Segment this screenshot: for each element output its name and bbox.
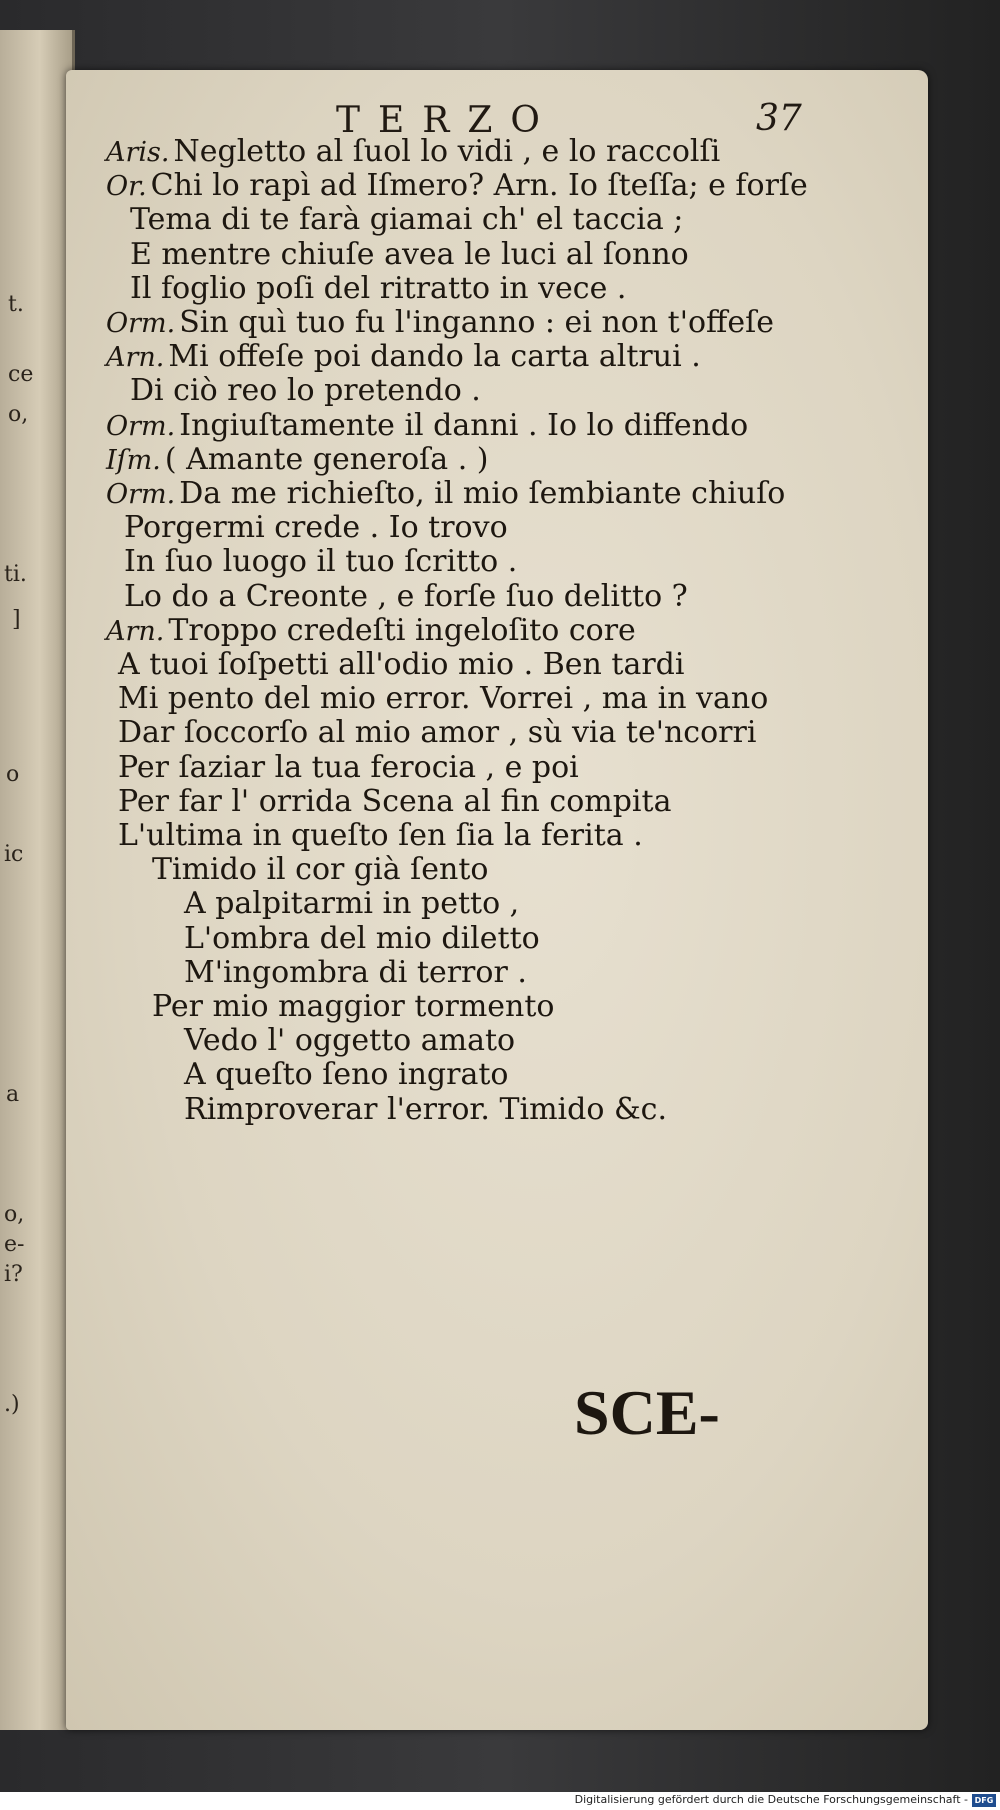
verse-text: Per mio maggior tormento (152, 989, 555, 1024)
verse-text: A queſto ſeno ingrato (184, 1057, 509, 1093)
verse-text: Timido il cor già ſento (152, 852, 489, 888)
left-fragment: e- (4, 1232, 25, 1257)
left-fragment: ic (4, 842, 24, 867)
speaker-tag: Arn. (106, 342, 165, 374)
verse-text: Il foglio poſi del ritratto in vece . (130, 270, 627, 306)
dfg-logo: DFG (972, 1794, 996, 1807)
verse-text: M'ingombra di terror . (184, 954, 527, 990)
verse-text: Dar ſoccorſo al mio amor , sù via te'ncorri (118, 715, 757, 751)
left-fragment: .) (4, 1392, 20, 1417)
verse-text: Sin quì tuo fu l'inganno : ei non t'offeſe (179, 305, 774, 340)
verse-text: Da me richieſto, il mio ſembiante chiuſo (179, 476, 786, 511)
verse-text: L'ombra del mio diletto (184, 920, 540, 956)
left-fragment: ti. (4, 562, 27, 587)
page-number: 37 (756, 98, 802, 139)
verse-text: L'ultima in queſto ſen ſia la ferita . (118, 818, 643, 853)
verse-text: Chi lo rapì ad Iſmero? Arn. Io ſteſſa; e forſe (150, 168, 808, 204)
verse-text: Tema di te farà giamai ch' el taccia ; (130, 202, 684, 238)
speaker-tag: Arn. (106, 615, 165, 647)
speaker-tag: Orm. (106, 410, 176, 442)
verse-text: Di ciò reo lo pretendo . (130, 373, 481, 409)
speaker-tag: Aris. (106, 137, 170, 168)
left-fragment: ce (8, 362, 34, 387)
verse-text: Per ſaziar la tua ferocia , e poi (118, 749, 579, 785)
left-fragment: o, (8, 402, 29, 427)
verse-text: Negletto al ſuol lo vidi , e lo raccolſi (173, 134, 721, 169)
digitization-footer (0, 1792, 1000, 1810)
verse-text: Lo do a Creonte , e forſe ſuo delitto ? (124, 578, 688, 614)
verse-text: Troppo credeſti ingeloſito core (168, 612, 636, 648)
left-fragment: t. (8, 292, 24, 317)
catchword: SCE- (574, 1377, 720, 1448)
verse-text: Mi offeſe poi dando la carta altrui . (168, 339, 701, 375)
left-page-edge (0, 30, 75, 1730)
speaker-tag: Orm. (106, 308, 176, 339)
verse-text: Vedo l' oggetto amato (184, 1023, 516, 1059)
book-page (66, 70, 928, 1730)
speaker-tag: Or. (106, 171, 147, 203)
verse-text: Ingiuſtamente il danni . Io lo diffendo (179, 407, 749, 443)
verse-text: Mi pento del mio error. Vorrei , ma in vano (118, 681, 769, 717)
funding-credit: Digitalisierung gefördert durch die Deutsche Forschungsgemeinschaft - (574, 1793, 968, 1806)
verse-text: A tuoi ſoſpetti all'odio mio . Ben tardi (118, 647, 685, 682)
left-fragment: ] (12, 607, 21, 632)
verse-text: Per far l' orrida Scena al fin compita (118, 783, 672, 819)
speaker-tag: Orm. (106, 479, 176, 510)
speaker-tag: Iſm. (106, 444, 161, 476)
left-fragment: a (6, 1082, 20, 1107)
left-fragment: o, (4, 1202, 25, 1227)
verse-text: ( Amante generoſa . ) (164, 441, 489, 477)
left-fragment: o (6, 762, 20, 787)
verse-text: Rimproverar l'error. Timido &c. (184, 1091, 667, 1127)
verse-text: A palpitarmi in petto , (184, 886, 520, 922)
left-fragment: i? (4, 1262, 23, 1287)
running-title: TERZO (336, 100, 558, 141)
verse-text: Porgermi crede . Io trovo (124, 510, 508, 546)
verse-line (184, 1090, 667, 1130)
verse-text: In ſuo luogo il tuo ſcritto . (124, 544, 518, 580)
verse-text: E mentre chiuſe avea le luci al ſonno (130, 236, 689, 272)
